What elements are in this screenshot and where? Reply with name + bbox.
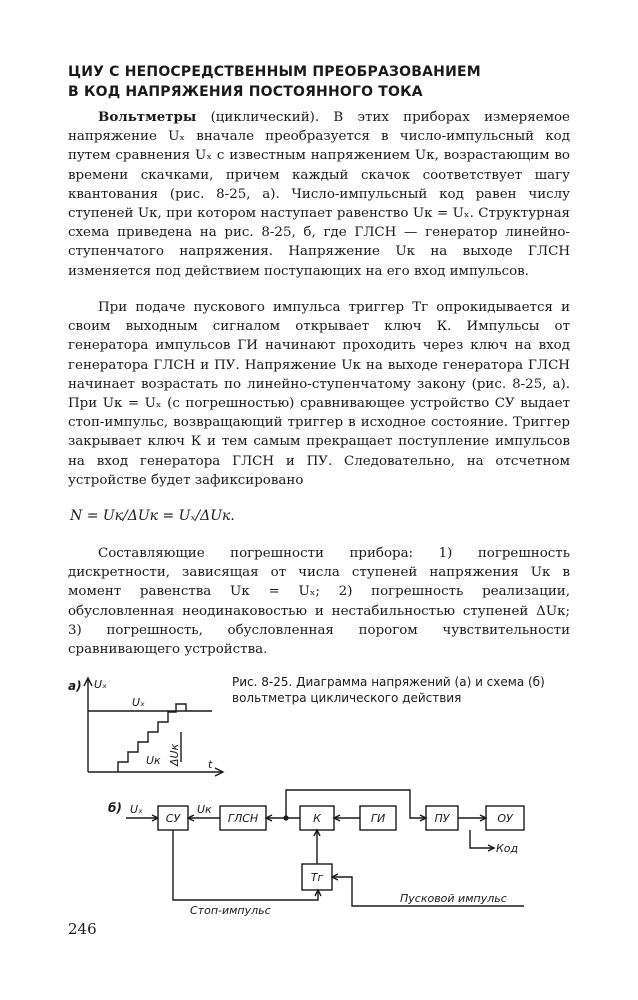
ou-label: ОУ (497, 812, 513, 825)
stop-pulse-label: Стоп-импульс (190, 904, 271, 917)
paragraph-2: При подаче пускового импульса триггер Тг опрокидывается и своим выходным сигналом открывает ключ К. Импульсы от генератора импульсов ГИ начинают проходить через ключ на вход генератора ГЛСН и ПУ. Напряжение Uк на выходе генератора ГЛСН начинает возрастать по линейно-ступенчатому закону (рис. 8-25, а). При Uк = Uₓ (с погрешностью) сравнивающее устройство СУ выдает стоп-импульс, возвращающий триггер в исходное состояние. Триггер закрывает ключ К и тем самым прекращает поступление импульсов на вход генератора ГЛСН и ПУ. Следовательно, на отсчетном устройстве будет зафиксировано (68, 300, 570, 488)
uk-line-label: Uк (197, 803, 212, 816)
pu-label: ПУ (434, 812, 450, 825)
voltage-diagram (68, 678, 223, 776)
page-number: 246 (68, 920, 97, 938)
glsn-label: ГЛСН (227, 812, 259, 825)
code-label: Код (496, 842, 519, 855)
t-axis-label: t (208, 758, 213, 771)
block-schematic (108, 790, 524, 917)
paragraph-3: Составляющие погрешности прибора: 1) погрешность дискретности, зависящая от числа ступеней напряжения Uк в момент равенства Uк = Uₓ; 2) погрешность реализации, обусловленная неодинаковостью и нестабильностью ступеней ΔUк; 3) погрешность, обусловленная порогом чувствительности сравнивающего устройства. (68, 546, 570, 658)
stop-pulse-line (173, 830, 318, 900)
diagram-a-label: а) (68, 679, 82, 693)
paragraph-1-body: (циклический). В этих приборах измеряемое напряжение Uₓ вначале преобразуется в число-импульсный код путем сравнения Uₓ с известным напряжением Uк, возрастающим во времени скачками, причем каждый скачок соответствует шагу квантования (рис. 8-25, а). Число-импульсный код равен числу ступеней Uк, при котором наступает равенство Uк = Uₓ. Структурная схема приведена на рис. 8-25, б, где ГЛСН — генератор линейно-ступенчатого напряжения. Напряжение Uк на выходе ГЛСН изменяется под действием поступающих на его вход импульсов. (68, 110, 570, 279)
input-label: Uₓ (130, 803, 143, 816)
paragraph-1-lead: Вольтметры (98, 109, 197, 125)
figure-caption: Рис. 8-25. Диаграмма напряжений (а) и схема (б) вольтметра циклического действия (232, 675, 545, 705)
heading-line-2: В КОД НАПРЯЖЕНИЯ ПОСТОЯННОГО ТОКА (68, 84, 423, 100)
start-pulse-label: Пусковой импульс (400, 892, 507, 905)
step-label: ΔUк (168, 743, 181, 766)
tg-label: Тг (310, 871, 324, 884)
k-label: К (313, 812, 321, 825)
diagram-b-label: б) (108, 801, 122, 815)
code-line (470, 830, 494, 848)
heading-line-1: ЦИУ С НЕПОСРЕДСТВЕННЫМ ПРЕОБРАЗОВАНИЕМ (68, 64, 481, 80)
su-label: СУ (165, 812, 181, 825)
uk-staircase-label: Uк (146, 754, 161, 767)
ux-level-label: Uₓ (132, 696, 145, 709)
y-axis-label: Uₓ (94, 678, 107, 691)
gi-label: ГИ (370, 812, 386, 825)
formula: N = Uк/ΔUк = Uₓ/ΔUк. (70, 508, 235, 524)
